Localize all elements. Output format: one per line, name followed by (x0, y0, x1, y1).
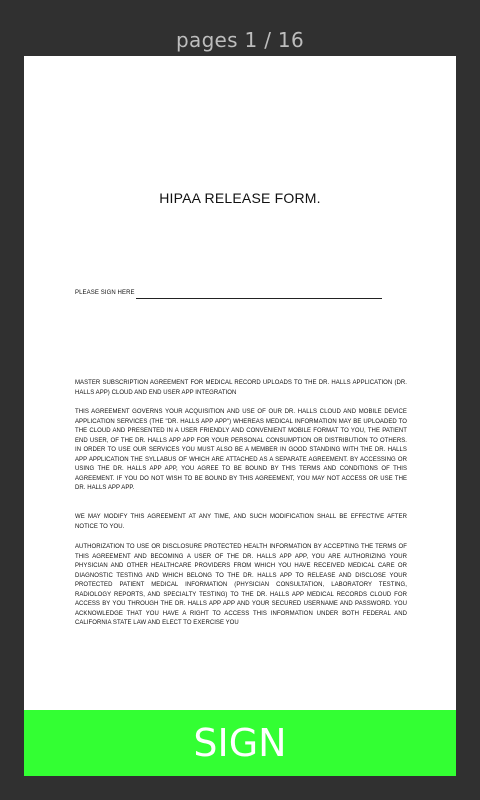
agreement-heading: MASTER SUBSCRIPTION AGREEMENT FOR MEDICAL RECORD UPLOADS TO THE DR. HALLS APPLICATION (DR. HALLS APP) CLOUD AND END USER APP INTEGRATION (75, 380, 407, 396)
sign-here-label: PLEASE SIGN HERE (75, 290, 135, 296)
modification-paragraph: WE MAY MODIFY THIS AGREEMENT AT ANY TIME, AND SUCH MODIFICATION SHALL BE EFFECTIVE AFTER NOTICE TO YOU. (75, 514, 407, 530)
document-title: HIPAA RELEASE FORM. (159, 190, 321, 206)
signature-line (136, 298, 382, 299)
page-indicator: pages 1 / 16 (176, 28, 304, 52)
sign-button[interactable]: SIGN (24, 710, 456, 776)
agreement-paragraph: THIS AGREEMENT GOVERNS YOUR ACQUISITION AND USE OF OUR DR. HALLS CLOUD AND MOBILE DEVICE APPLICATION SERVICES (THE "DR. HALLS APP APP") WHEREAS MEDICAL INFORMATION MAY BE UPLOADED TO THE CLOUD AND PRESENTED IN A USER FRIENDLY AND CONVENIENT MOBILE FORMAT TO YOU, THE PATIENT END USER, OF THE DR. HALLS APP APP FOR YOUR PERSONAL CONSUMPTION OR DISTRIBUTION TO OTHERS. IN ORDER TO USE OUR SERVICES YOU MUST ALSO BE A MEMBER IN GOOD STANDING WITH THE DR. HALLS APP APPLICATION THE SYLLABUS OF WHICH ARE ATTACHED AS A SEPARATE AGREEMENT. BY ACCESSING OR USING THE DR. HALLS APP APP, YOU AGREE TO BE BOUND BY THIS TERMS AND CONDITIONS OF THIS AGREEMENT. IF YOU DO NOT WISH TO BE BOUND BY THIS AGREEMENT, YOU MAY NOT ACCESS OR USE THE DR. HALLS APP APP. (75, 409, 407, 491)
authorization-paragraph: AUTHORIZATION TO USE OR DISCLOSURE PROTECTED HEALTH INFORMATION BY ACCEPTING THE TERMS OF THIS AGREEMENT AND BECOMING A USER OF THE DR. HALLS APP APP, YOU ARE AUTHORIZING YOUR PHYSICIAN AND OTHER HEALTHCARE PROVIDERS FROM WHICH YOU HAVE RECEIVED MEDICAL CARE OR DIAGNOSTIC TESTING AND WHICH BELONG TO THE DR. HALLS APP TO RELEASE AND DISCLOSE YOUR PROTECTED PATIENT MEDICAL INFORMATION (PHYSICIAN CONSULTATION, LABORATORY TESTING, RADIOLOGY REPORTS, AND SPECIALTY TESTING) TO THE DR. HALLS APP MEDICAL RECORDS CLOUD FOR ACCESS BY YOU THROUGH THE DR. HALLS APP APP AND YOUR SECURED USERNAME AND PASSWORD. YOU ACKNOWLEDGE THAT YOU HAVE A RIGHT TO ACCESS THIS INFORMATION UNDER BOTH FEDERAL AND CALIFORNIA STATE LAW AND ELECT TO EXERCISE YOU (75, 544, 407, 626)
document-page[interactable] (24, 56, 456, 710)
